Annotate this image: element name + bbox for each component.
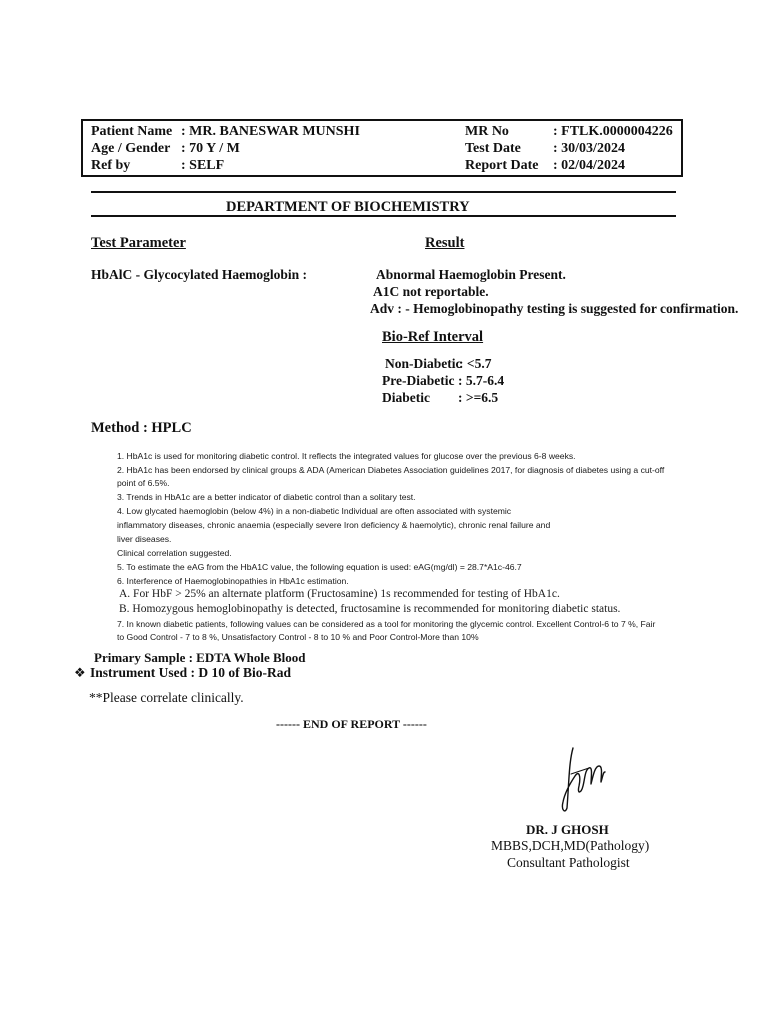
result-line-3: Adv : - Hemoglobinopathy testing is suggested for confirmation. — [370, 301, 739, 316]
report-date-value: : 02/04/2024 — [553, 158, 625, 173]
note-line-serif: B. Homozygous hemoglobinopathy is detected, fructosamine is recommended for monitoring diabetic status. — [119, 603, 621, 615]
bio-ref-value-diabetic: : >=6.5 — [458, 390, 499, 405]
divider-top — [91, 191, 676, 193]
bio-ref-label-diabetic: Diabetic — [382, 390, 430, 405]
note-line: 1. HbA1c is used for monitoring diabetic control. It reflects the integrated values for glucose over the previous 6-8 weeks. — [117, 451, 576, 461]
note-line: 4. Low glycated haemoglobin (below 4%) in a non-diabetic Individual are often associated with systemic — [117, 506, 512, 516]
method-label: Method : HPLC — [91, 420, 192, 436]
age-gender-value: : 70 Y / M — [181, 141, 240, 156]
primary-sample: Primary Sample : EDTA Whole Blood — [94, 650, 306, 665]
department-title: DEPARTMENT OF BIOCHEMISTRY — [226, 199, 470, 215]
age-gender-label: Age / Gender — [91, 141, 171, 156]
note-line: Clinical correlation suggested. — [117, 548, 232, 558]
signatory-designation: Consultant Pathologist — [507, 855, 630, 870]
ref-by-value: : SELF — [181, 158, 225, 173]
signature-image — [555, 742, 615, 814]
signatory-name: DR. J GHOSH — [526, 822, 609, 837]
test-name: HbAlC - Glycocylated Haemoglobin : — [91, 267, 307, 282]
bio-ref-title: Bio-Ref Interval — [382, 329, 484, 345]
note-line-serif: A. For HbF > 25% an alternate platform (Fructosamine) 1s recommended for testing of HbA1c. — [119, 588, 560, 600]
signatory-qualification: MBBS,DCH,MD(Pathology) — [491, 838, 650, 853]
bio-ref-value-non-diabetic: : <5.7 — [459, 356, 492, 371]
mr-no-value: : FTLK.0000004226 — [553, 124, 673, 139]
end-of-report: ------ END OF REPORT ------ — [276, 717, 427, 731]
test-date-value: : 30/03/2024 — [553, 141, 625, 156]
test-date-label: Test Date — [465, 141, 521, 156]
bio-ref-label-non-diabetic: Non-Diabetic — [385, 356, 462, 371]
note-line: liver diseases. — [117, 534, 172, 544]
note-line: 5. To estimate the eAG from the HbA1C value, the following equation is used: eAG(mg/dl) = 28.7*A1c-46.7 — [117, 562, 522, 572]
result-line-2: A1C not reportable. — [373, 284, 489, 299]
note-line: 3. Trends in HbA1c are a better indicator of diabetic control than a solitary test. — [117, 492, 416, 502]
note-line: point of 6.5%. — [117, 478, 170, 488]
test-parameter-header: Test Parameter — [91, 235, 186, 251]
result-line-1: Abnormal Haemoglobin Present. — [376, 267, 566, 282]
result-header: Result — [425, 235, 465, 251]
patient-name-label: Patient Name — [91, 124, 173, 139]
divider-bottom — [91, 215, 676, 217]
instrument-used: Instrument Used : D 10 of Bio-Rad — [90, 665, 292, 680]
mr-no-label: MR No — [465, 124, 509, 139]
patient-name-value: : MR. BANESWAR MUNSHI — [181, 124, 360, 139]
note-line: 7. In known diabetic patients, following values can be considered as a tool for monitoring the glycemic control. Excellent Control-6 to 7 %, Fair — [117, 619, 656, 629]
note-line: 2. HbA1c has been endorsed by clinical groups & ADA (American Diabetes Association guidelines 2017, for diagnosis of diabetes using a cut-off — [117, 465, 665, 475]
note-line: to Good Control - 7 to 8 %, Unsatisfactory Control - 8 to 10 % and Poor Control-More than 10% — [117, 632, 479, 642]
correlate-note: **Please correlate clinically. — [89, 690, 244, 705]
bio-ref-value-pre-diabetic: : 5.7-6.4 — [458, 373, 505, 388]
note-line: 6. Interference of Haemoglobinopathies in HbA1c estimation. — [117, 576, 349, 586]
note-line: inflammatory diseases, chronic anaemia (especially severe Iron deficiency & haemolytic), chronic renal failure and — [117, 520, 551, 530]
diamond-bullet-icon: ❖ — [74, 665, 86, 680]
ref-by-label: Ref by — [91, 158, 131, 173]
bio-ref-label-pre-diabetic: Pre-Diabetic — [382, 373, 455, 388]
report-date-label: Report Date — [465, 158, 539, 173]
